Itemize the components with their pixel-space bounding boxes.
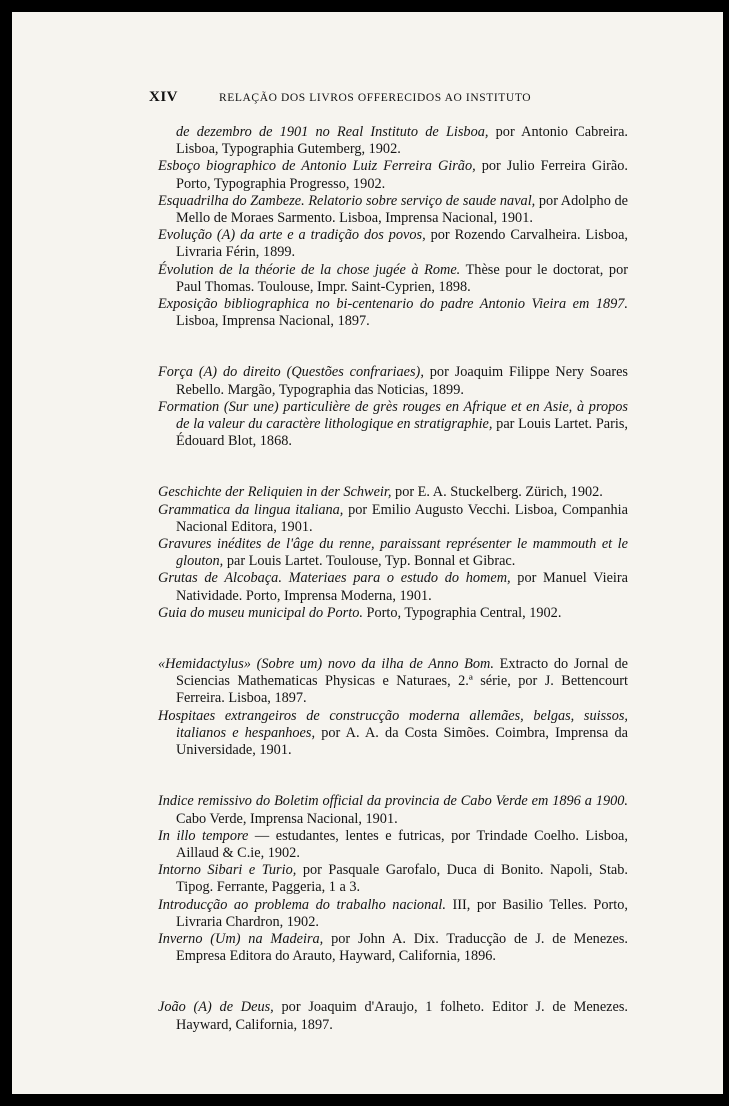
catalogue-entry xyxy=(158,124,628,158)
entry-title: Esboço biographico de Antonio Luiz Ferreira Girão, xyxy=(158,158,476,175)
entry-title: Inverno (Um) na Madeira, xyxy=(158,930,324,947)
entry-title: Formation (Sur une) particulière de grès rouges en Afrique et en Asie, à propos de la valeur du caractère lithologique en stratigraphie, xyxy=(158,398,628,433)
entry-details: por Adolpho de Mello de Moraes Sarmento. Lisboa, Imprensa Nacional, 1901. xyxy=(176,192,628,227)
letter-group xyxy=(158,656,628,759)
catalogue-entry xyxy=(158,158,628,192)
entry-details: III, por Basilio Telles. Porto, Livraria Chardron, 1902. xyxy=(176,896,628,930)
catalogue-entry xyxy=(158,999,628,1033)
entry-details: por Manuel Vieira Natividade. Porto, Imprensa Moderna, 1901. xyxy=(176,570,628,604)
entry-title: Évolution de la théorie de la chose jugée à Rome. xyxy=(158,261,461,278)
entry-title: Hospitaes extrangeiros de construcção moderna allemães, belgas, suissos, italianos e hespanhoes, xyxy=(158,707,628,741)
entry-title: Grammatica da lingua italiana, xyxy=(158,501,344,518)
catalogue-entry xyxy=(158,828,628,862)
entry-title: Geschichte der Reliquien in der Schweir, xyxy=(158,484,392,501)
catalogue-entry xyxy=(158,570,628,604)
entry-details: par Louis Lartet. Toulouse, Typ. Bonnal et Gibrac. xyxy=(223,553,516,570)
entry-title: «Hemidactylus» (Sobre um) novo da ilha de Anno Bom. xyxy=(158,656,494,673)
entry-title: Evolução (A) da arte e a tradição dos povos, xyxy=(158,227,426,244)
entry-title: Guia do museu municipal do Porto. xyxy=(158,604,363,621)
catalogue-entry xyxy=(158,536,628,570)
entry-details: Extracto do Jornal de Sciencias Mathematicas Physicas e Naturaes, 2.ª série, por J. Bettencourt Ferreira. Lisboa, 1897. xyxy=(176,656,628,707)
entry-details: por A. A. da Costa Simões. Coimbra, Imprensa da Universidade, 1901. xyxy=(176,724,628,759)
catalogue-entry xyxy=(158,262,628,296)
entry-details: por Joaquim d'Araujo, 1 folheto. Editor J. de Menezes. Hayward, California, 1897. xyxy=(176,999,628,1033)
entry-title: de dezembro de 1901 no Real Instituto de Lisboa, xyxy=(176,124,489,140)
entry-details: por Emilio Augusto Vecchi. Lisboa, Companhia Nacional Editora, 1901. xyxy=(176,501,628,535)
document-page xyxy=(12,12,723,1094)
catalogue-entry xyxy=(158,399,628,451)
page-header xyxy=(149,88,589,106)
catalogue-entry xyxy=(158,193,628,227)
entry-title: Gravures inédites de l'âge du renne, paraissant représenter le mammouth et le glouton, xyxy=(158,536,628,570)
catalogue-entry xyxy=(158,364,628,398)
letter-group xyxy=(158,999,628,1033)
entry-title: Introducção ao problema do trabalho nacional. xyxy=(158,896,446,913)
letter-group xyxy=(158,484,628,622)
page-number: XIV xyxy=(149,89,179,105)
entry-details: por Pasquale Garofalo, Duca di Bonito. Napoli, Stab. Tipog. Ferrante, Paggeria, 1 a 3. xyxy=(176,862,629,896)
entry-details: por Joaquim Filippe Nery Soares Rebello. Margão, Typographia das Noticias, 1899. xyxy=(176,364,628,398)
catalogue-entry xyxy=(158,605,628,622)
entry-details: Lisboa, Imprensa Nacional, 1897. xyxy=(176,313,370,330)
entry-details: Cabo Verde, Imprensa Nacional, 1901. xyxy=(176,810,398,827)
entry-title: In illo tempore xyxy=(158,827,249,844)
catalogue-entry xyxy=(158,227,628,261)
letter-group xyxy=(158,793,628,965)
catalogue-entry xyxy=(158,931,628,965)
entry-details: por Antonio Cabreira. Lisboa, Typographia Gutemberg, 1902. xyxy=(176,124,628,158)
entry-details: Thèse pour le doctorat, por Paul Thomas. Toulouse, Impr. Saint-Cyprien, 1898. xyxy=(176,261,628,295)
catalogue-entry xyxy=(158,708,628,760)
entry-title: Exposição bibliographica no bi-centenario do padre Antonio Vieira em 1897. xyxy=(158,296,628,313)
catalogue-entry xyxy=(158,484,628,501)
entry-details: por Julio Ferreira Girão. Porto, Typographia Progresso, 1902. xyxy=(176,158,628,192)
catalogue-entry xyxy=(158,897,628,931)
entry-details: — estudantes, lentes e futricas, por Trindade Coelho. Lisboa, Aillaud & C.ie, 1902. xyxy=(176,827,628,861)
catalogue-entry xyxy=(158,296,628,330)
entry-details: por John A. Dix. Traducção de J. de Menezes. Empresa Editora do Arauto, Hayward, California, 1896. xyxy=(176,930,629,965)
entry-title: Intorno Sibari e Turio, xyxy=(158,862,297,879)
entry-title: Força (A) do direito (Questões confrariaes), xyxy=(158,364,424,381)
entry-title: Grutas de Alcobaça. Materiaes para o estudo do homem, xyxy=(158,570,511,587)
catalogue-entry xyxy=(158,862,628,896)
entry-title: João (A) de Deus, xyxy=(158,999,274,1016)
entry-title: Indice remissivo do Boletim official da provincia de Cabo Verde em 1896 a 1900. xyxy=(158,793,628,810)
letter-group xyxy=(158,124,628,330)
entry-details: por Rozendo Carvalheira. Lisboa, Livraria Férin, 1899. xyxy=(176,227,628,261)
entry-details: por E. A. Stuckelberg. Zürich, 1902. xyxy=(391,484,603,501)
entry-details: par Louis Lartet. Paris, Édouard Blot, 1868. xyxy=(176,416,628,450)
entry-details: Porto, Typographia Central, 1902. xyxy=(362,604,562,621)
running-title: RELAÇÃO DOS LIVROS OFFERECIDOS AO INSTITUTO xyxy=(219,92,532,104)
catalogue-entry xyxy=(158,502,628,536)
letter-group xyxy=(158,364,628,450)
entry-title: Esquadrilha do Zambeze. Relatorio sobre serviço de saude naval, xyxy=(158,192,536,209)
catalogue-entry xyxy=(158,656,628,708)
catalogue-entry xyxy=(158,793,628,827)
catalogue-list xyxy=(158,124,628,1034)
